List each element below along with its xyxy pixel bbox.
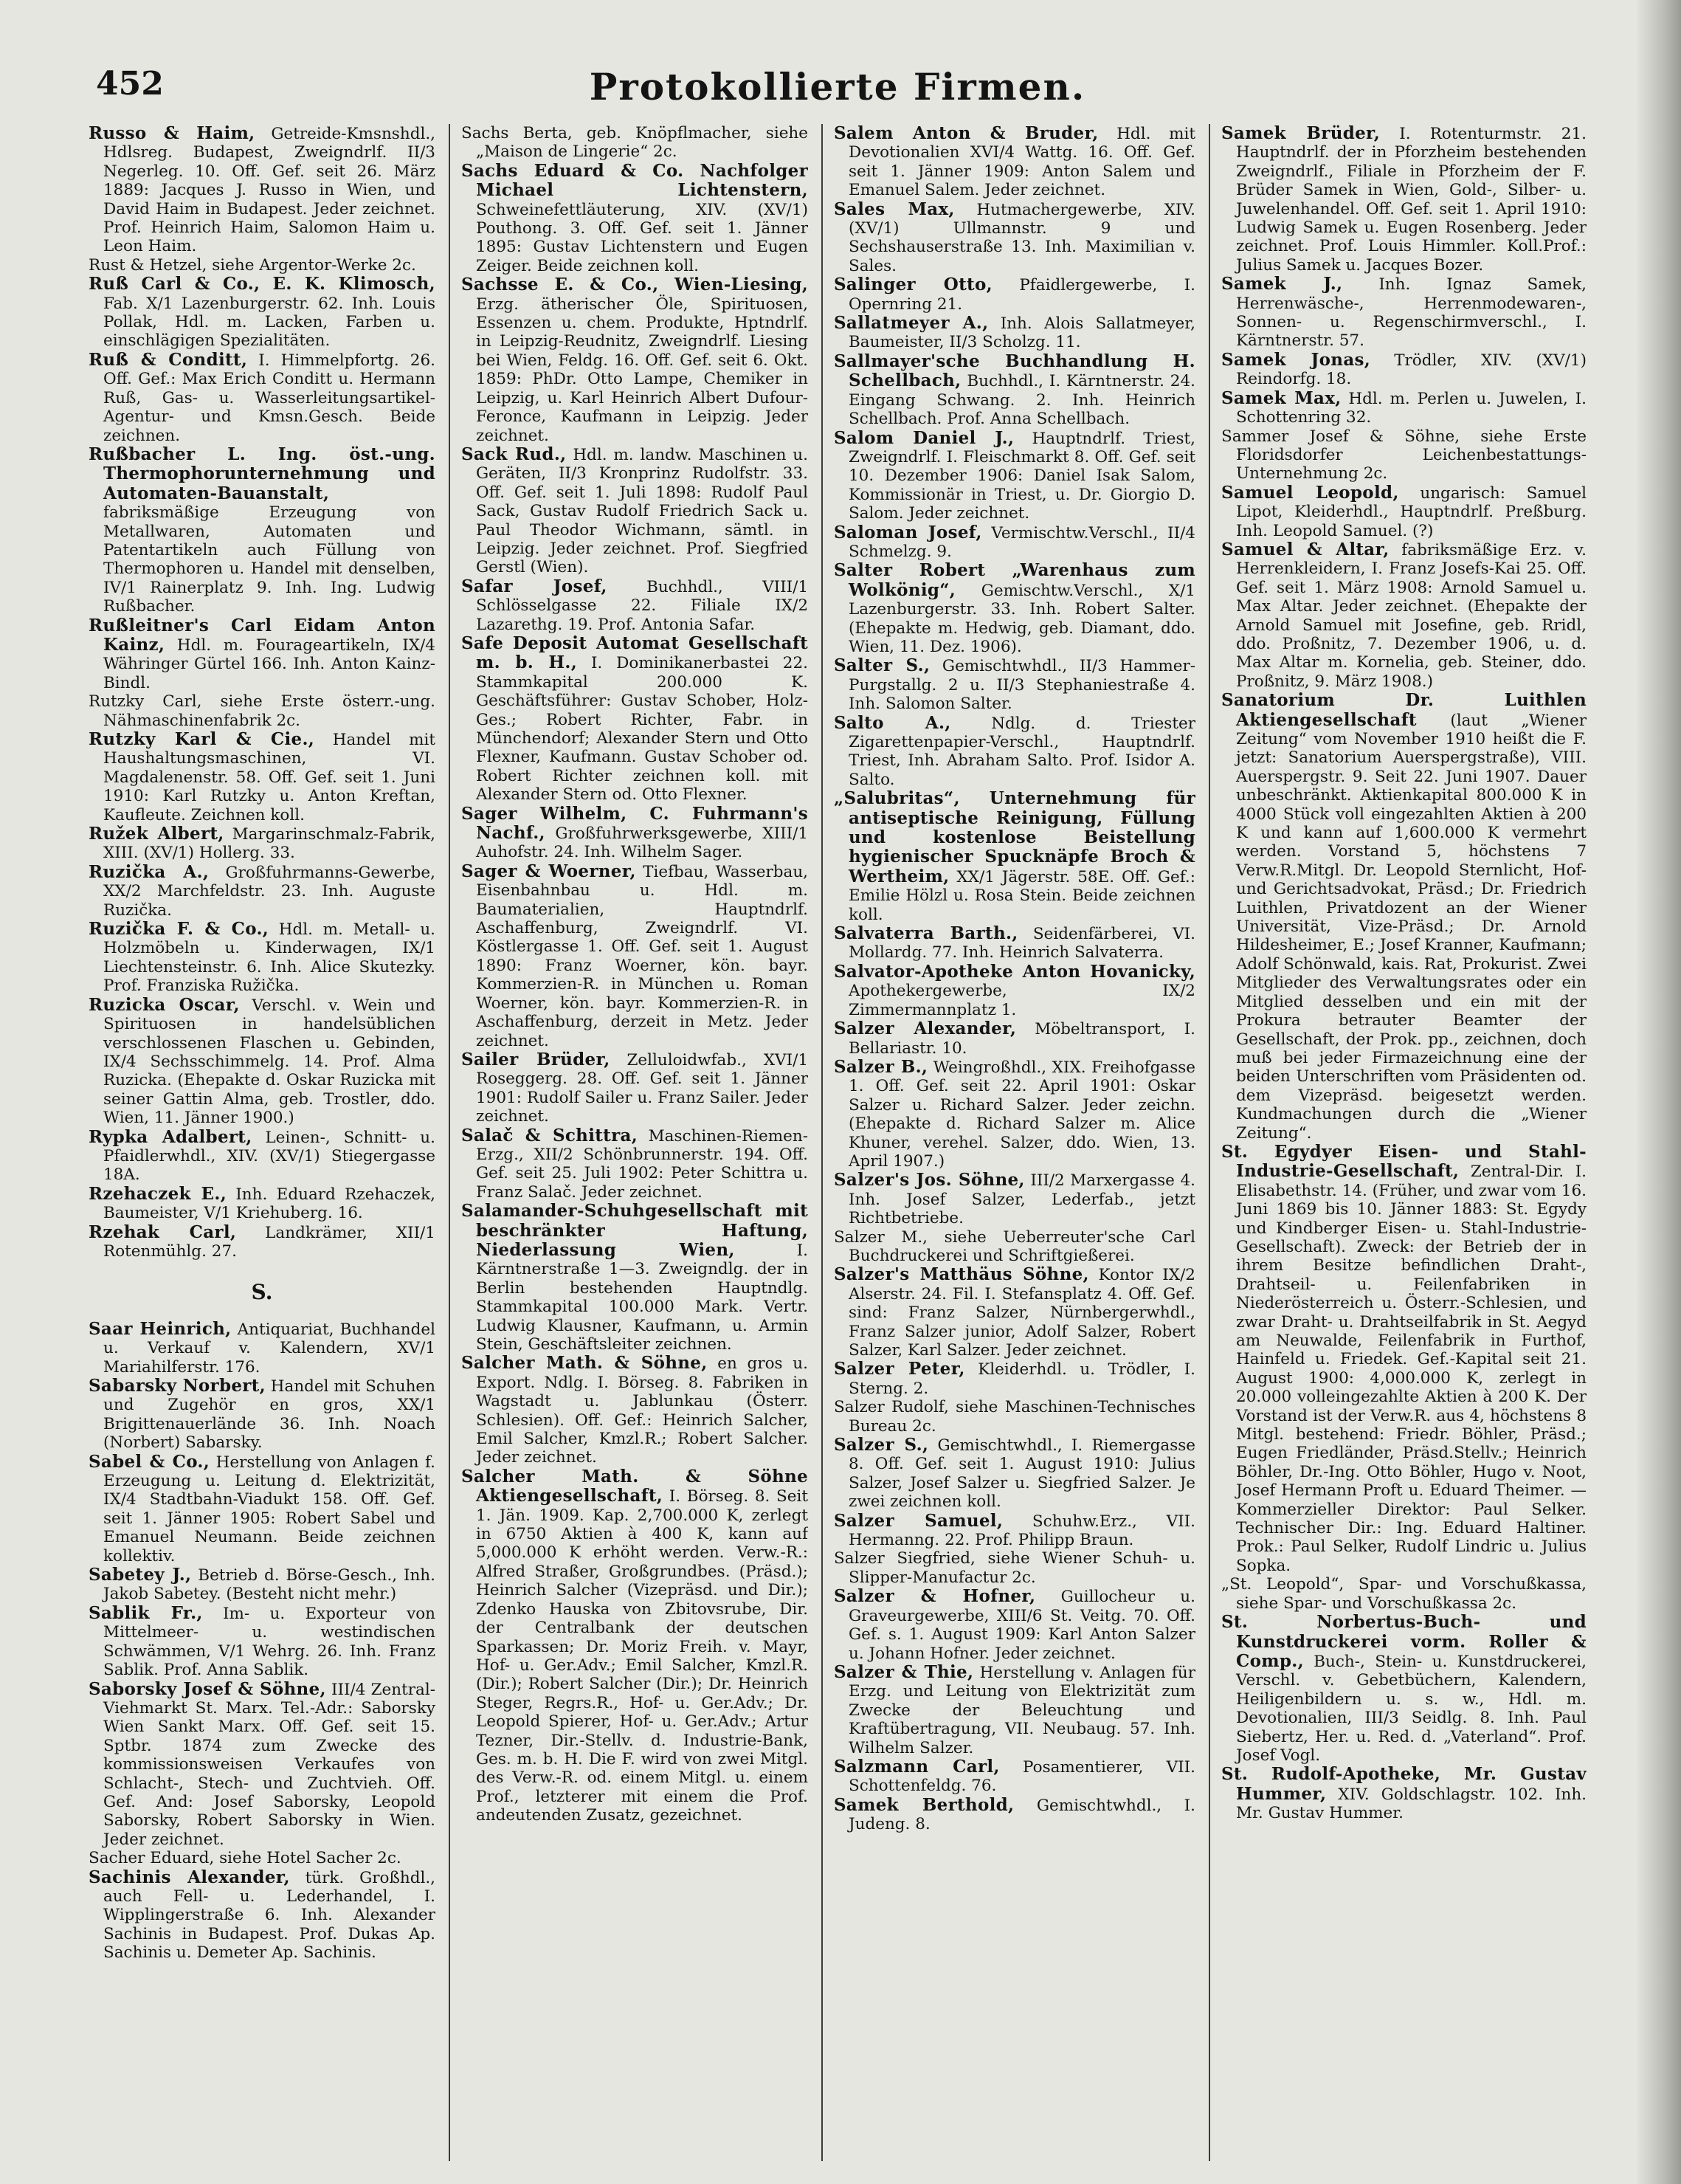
firm-name: Salzmann Carl, [834,1756,1000,1777]
firm-details: Hdl. m. Fourageartikeln, IX/4 Währinger Gürtel 166. Inh. Anton Kainz-Bindl. [103,635,435,692]
firm-entry [834,200,1195,276]
firm-entry [834,1663,1195,1757]
firm-details: Inh. Alois Sallatmeyer, Baumeister, II/3 Scholzg. 11. [849,314,1195,352]
firm-details: türk. Großhdl., auch Fell- u. Lederhandel, I. Wipplingerstraße 6. Inh. Alexander Sachinis in Budapest. Prof. Dukas Ap. Sachinis u. Demeter Ap. Sachinis. [103,1868,435,1963]
firm-details: Salzer M., siehe Ueberreuter'sche Carl Buchdruckerei und Schriftgießerei. [834,1227,1195,1265]
firm-details: Schweinefettläuterung, XIV. (XV/1) Pouthong. 3. Off. Gef. seit 1. Jänner 1895: Gustav Lichtenstern und Eugen Zeiger. Beide zeichnen koll. [476,200,808,275]
firm-entry [834,789,1195,924]
firm-details: Hutmachergewerbe, XIV. (XV/1) Ullmannstr. 9 und Sechshauserstraße 13. Inh. Maximilian v. Sales. [849,200,1195,275]
firm-name: Samuel Leopold, [1221,482,1399,503]
firm-details: ungarisch: Samuel Lipot, Kleiderhdl., Hauptndrlf. Preßburg. Inh. Leopold Samuel. (?) [1236,483,1587,540]
firm-entry [834,1398,1195,1436]
firm-details: Herstellung von Anlagen f. Erzeugung u. Leitung d. Elektrizität, IX/4 Stadtbahn-Viadukt 158. Off. Gef. seit 1. Jänner 1905: Robert Sabel und Emanuel Neumann. Beide zeichnen kollektiv. [103,1453,435,1565]
firm-name: Sablik Fr., [89,1602,203,1623]
firm-details: Erzg. ätherischer Öle, Spirituosen, Essenzen u. chem. Produkte, Hptndrlf. in Leipzig-Reudnitz, Zweigndrlf. Liesing bei Wien, Feldg. 16. Off. Gef. seit 6. Okt. 1859: PhDr. Otto Lampe, Chemiker in Leipzig, u. Karl Heinrich Albert Dufour-Feronce, Kaufmann in Leipzig. Jeder zeichnet. [476,294,808,445]
firm-entry [1221,351,1587,389]
firm-name: Salem Anton & Bruder, [834,124,1099,143]
column-1 [89,124,435,2161]
firm-name: Sabarsky Norbert, [89,1376,266,1396]
firm-name: Salinger Otto, [834,275,993,295]
firm-name: Rzehaczek E., [89,1183,227,1204]
firm-entry [834,275,1195,314]
firm-details: Buchhdl., I. Kärntnerstr. 24. Eingang Schwang. 2. Inh. Heinrich Schellbach. Prof. Anna Schellbach. [849,372,1195,429]
firm-details: Kleiderhdl. u. Trödler, I. Sterng. 2. [849,1360,1195,1398]
firm-details: III/4 Zentral-Viehmarkt St. Marx. Tel.-Adr.: Saborsky Wien Sankt Marx. Off. Gef. seit 15. Sptbr. 1874 zum Zwecke des kommissionsweisen Verkaufes von Schlacht-, Stech- und Zuchtvieh. Off. Gef. And: Josef Saborsky, Leopold Saborsky, Robert Saborsky in Wien. Jeder zeichnet. [103,1680,435,1849]
firm-details: Möbeltransport, I. Bellariastr. 10. [849,1020,1195,1058]
firm-entry [89,1320,435,1377]
firm-entry [834,523,1195,562]
firm-entry [1221,483,1587,540]
firm-entry [834,1171,1195,1227]
firm-details: Gemischtwhdl., II/3 Hammer-Purgstallg. 2 u. II/3 Stephaniestraße 4. Inh. Salomon Salter. [849,657,1195,714]
firm-entry [834,1228,1195,1266]
column-2 [461,124,808,2161]
firm-entry [834,1019,1195,1058]
firm-details: fabriksmäßige Erzeugung von Metallwaren, Automaten und Patentartikeln auch Füllung von Thermophoren u. Handel mit denselben, IV/1 Rainerplatz 9. Inh. Ing. Ludwig Rußbacher. [103,503,435,616]
firm-entry [834,314,1195,352]
firm-name: St. Rudolf-Apotheke, Mr. Gustav Hummer, [1221,1764,1587,1804]
firm-details: Hdl. m. Metall- u. Holzmöbeln u. Kinderwagen, IX/1 Liechtensteinstr. 6. Inh. Alice Skutezky. Prof. Franziska Ružička. [103,920,435,996]
firm-details: I. Rotenturmstr. 21. Hauptndrlf. der in Pforzheim bestehenden Zweigndrlf., Filiale in Pforzheim der F. Brüder Samek in Wien, Gold-, Silber- u. Juwelenhandel. Off. Gef. seit 1. April 1910: Ludwig Samek u. Eugen Rosenberg. Jeder zeichnet. Prof. Louis Himmler. Koll.Prof.: Julius Samek u. Jacques Bozer. [1236,125,1587,275]
firm-details: Buchhdl., VIII/1 Schlösselgasse 22. Filiale IX/2 Lazarethg. 19. Prof. Antonia Safar. [476,577,808,634]
firm-entry [834,924,1195,962]
firm-name: Salzer S., [834,1435,929,1456]
firm-details: Sammer Josef & Söhne, siehe Erste Floridsdorfer Leichenbestattungs-Unternehmung 2c. [1221,427,1587,483]
firm-name: Salzer B., [834,1056,928,1077]
firm-details: Salzer Rudolf, siehe Maschinen-Technisches Bureau 2c. [834,1398,1195,1436]
firm-entry [1221,275,1587,351]
firm-details: I. Himmelpfortg. 26. Off. Gef.: Max Erich Conditt u. Hermann Ruß, Gas- u. Wasserleitungsartikel-Agentur- und Kmsn.Gesch. Beide zeichnen. [103,351,435,445]
page-title: Protokollierte Firmen. [589,65,1086,108]
firm-entry [89,1868,435,1963]
firm-details: Rutzky Carl, siehe Erste österr.-ung. Nähmaschinenfabrik 2c. [89,692,435,730]
firm-entry [89,1565,435,1604]
firm-details: Inh. Eduard Rzehaczek, Baumeister, V/1 Kriehuberg. 16. [103,1185,435,1223]
firm-name: Salto A., [834,712,951,733]
firm-name: Salcher Math. & Söhne Aktiengesellschaft, [461,1466,808,1506]
firm-name: Salcher Math. & Söhne, [461,1353,708,1374]
firm-name: Sachsse E. & Co., Wien-Liesing, [461,275,808,295]
firm-entry [1221,1613,1587,1765]
firm-details: Weingroßhdl., XIX. Freihofgasse 1. Off. Gef. seit 22. April 1901: Oskar Salzer u. Richard Salzer. Jeder zeichn. (Ehepakte d. Richard Salzer m. Alice Khuner, verehel. Salzer, ddo. Wien, 13. April 1907.) [849,1058,1195,1171]
firm-details: Buch-, Stein- u. Kunstdruckerei, Verschl. v. Gebetbüchern, Kalendern, Heiligenbildern u. s. w., Hdl. m. Devotionalien, III/3 Seidlg. 8. Inh. Paul Siebertz, Her. u. Red. d. „Vaterland“. Prof. Josef Vogl. [1236,1652,1587,1765]
firm-entry [1221,427,1587,483]
firm-name: Sabel & Co., [89,1451,210,1472]
firm-name: Salamander-Schuhgesellschaft mit beschränkter Haftung, Niederlassung Wien, [461,1201,808,1260]
firm-name: Russo & Haim, [89,124,255,143]
firm-details: Ndlg. d. Triester Zigarettenpapier-Verschl., Hauptndrlf. Triest, Inh. Abraham Salto. Prof. Isidor A. Salto. [849,714,1195,789]
firm-details: (laut „Wiener Zeitung“ vom November 1910 heißt die F. jetzt: Sanatorium Auerspergstraße), VIII. Auerspergstr. 9. Seit 22. Juni 1907. Dauer unbeschränkt. Aktienkapital 800.000 K in 4000 Stück voll eingezahlten Aktien à 200 K und kann auf 1,600.000 K vermehrt werden. Vorstand 5, höchstens 7 Verw.R.Mitgl. Dr. Leopold Sternlicht, Hof- und Gerichtsadvokat, Präsd.; Dr. Friedrich Luithlen, Privatdozent an der Wiener Universität, Vize-Präsd.; Dr. Arnold Hildesheimer, E.; Josef Kranner, Kaufmann; Adolf Schönwald, kais. Rat, Prokurist. Zwei Mitglieder des Verwaltungsrates oder ein Mitglied desselben und ein mit der Prokura betrauter Beamter der Gesellschaft, der Prok. pp., zeichnen, doch muß bei jeder Firmazeichnung eine der beiden Unterschriften vom Präsidenten od. dem Vizepräsd. beigesetzt werden. Kundmachungen durch die „Wiener Zeitung“. [1236,711,1587,1143]
firm-name: Sabetey J., [89,1565,192,1585]
firm-details: Vermischtw.Verschl., II/4 Schmelzg. 9. [849,523,1195,561]
page-header [96,65,1579,124]
firm-name: Rzehak Carl, [89,1222,237,1242]
firm-entry [1221,389,1587,427]
firm-entry [834,561,1195,656]
firm-details: Gemischtwhdl., I. Riemergasse 8. Off. Gef. seit 1. August 1910: Julius Salzer, Josef Salzer u. Siegfried Salzer. Je zwei zeichnen koll. [849,1436,1195,1512]
firm-details: Schuhw.Erz., VII. Hermanng. 22. Prof. Philipp Braun. [849,1512,1195,1550]
firm-entry [1221,1143,1587,1575]
firm-entry [834,714,1195,790]
firm-name: „Salubritas“, Unternehmung für antiseptische Reinigung, Füllung und kostenlose Beistellung hygienischer Spucknäpfe Broch & Wertheim, [834,788,1195,886]
firm-entry [461,124,808,162]
firm-entry [834,352,1195,429]
firm-details: Gemischtw.Verschl., X/1 Lazenburgerstr. 33. Inh. Robert Salter. (Ehepakte m. Hedwig, geb. Diamant, ddo. Wien, 11. Dez. 1906). [849,581,1195,656]
firm-entry [834,1549,1195,1587]
firm-details: Großfuhrwerksgewerbe, XIII/1 Auhofstr. 24. Inh. Wilhelm Sager. [476,824,808,862]
firm-details: Antiquariat, Buchhandel u. Verkauf v. Kalendern, XV/1 Mariahilferstr. 176. [103,1320,435,1377]
firm-name: Salter S., [834,655,931,676]
firm-entry [89,1223,435,1261]
firm-entry [461,162,808,275]
firm-entry [89,1185,435,1223]
firm-details: I. Börseg. 8. Seit 1. Jän. 1909. Kap. 2,700.000 K, zerlegt in 6750 Aktien à 400 K, kann auf 5,000.000 K erhöht werden. Verw.-R.: Alfred Straßer, Großgrundbes. (Präsd.); Heinrich Salcher (Vizepräsd. und Dir.); Zdenko Hauska von Zbitovsrube, Dir. der Centralbank der deutschen Sparkassen; Dr. Moriz Freih. v. Mayr, Hof- u. Ger.Adv.; Emil Salcher, Kmzl.R. (Dir.); Robert Salcher (Dir.); Dr. Heinrich Steger, Regrs.R., Hof- u. Ger.Adv.; Dr. Leopold Spierer, Hof- u. Ger.Adv.; Artur Tezner, Dir.-Stellv. d. Industrie-Bank, Ges. m. b. H. Die F. wird von zwei Mitgl. des Verw.-R. od. einem Mitgl. u. einem Prof., letzterer mit einem die Prof. andeutenden Zusatz, gezeichnet. [476,1487,808,1825]
firm-entry [834,656,1195,713]
firm-name: Safe Deposit Automat Gesellschaft m. b. H., [461,633,808,673]
firm-details: Posamentierer, VII. Schottenfeldg. 76. [849,1757,1195,1796]
firm-name: Sales Max, [834,199,955,219]
firm-entry [89,692,435,730]
firm-entry [89,351,435,445]
firm-name: Salzer Peter, [834,1359,965,1379]
firm-entry [89,1849,435,1867]
firm-entry [1221,1765,1587,1822]
firm-details: Tiefbau, Wasserbau, Eisenbahnbau u. Hdl. m. Baumaterialien, Hauptndrlf. Aschaffenburg, Zweigndrlf. VI. Köstlergasse 1. Off. Gef. seit 1. August 1890: Franz Woerner, kön. bayr. Kommerzien-R. in München u. Roman Woerner, kön. bayr. Kommerzien-R. in Aschaffenburg, derzeit in Metz. Jeder zeichnet. [476,862,808,1050]
firm-entry [834,1587,1195,1663]
firm-entry [89,445,435,616]
firm-name: Salzer Samuel, [834,1510,1004,1531]
firm-entry [834,1796,1195,1834]
firm-entry [461,577,808,634]
firm-details: Handel mit Schuhen und Zugehör en gros, XX/1 Brigittenauerlände 36. Inh. Noach (Norbert) Sabarsky. [103,1377,435,1453]
firm-details: Hdl. m. Perlen u. Juwelen, I. Schottenring 32. [1236,389,1587,427]
page-edge [1637,0,1681,2184]
firm-details: Betrieb d. Börse-Gesch., Inh. Jakob Sabetey. (Besteht nicht mehr.) [103,1566,435,1604]
firm-name: Rußleitner's Carl Eidam Anton Kainz, [89,615,435,655]
firm-entry [461,1467,808,1825]
firm-entry [89,1453,435,1565]
firm-name: Ruzička A., [89,861,210,882]
firm-entry [834,1512,1195,1550]
firm-details: fabriksmäßige Erz. v. Herrenkleidern, I. Franz Josefs-Kai 25. Off. Gef. seit 1. März 1908: Arnold Samuel u. Max Altar. Jeder zeichnet. (Ehepakte der Arnold Samuel mit Josefine, geb. Rridl, ddo. Proßnitz, 7. Dezember 1906, u. d. Max Altar m. Kornelia, geb. Steiner, ddo. Proßnitz, 9. März 1908.) [1236,540,1587,691]
firm-name: Samek J., [1221,274,1343,294]
firm-details: Seidenfärberei, VI. Mollardg. 77. Inh. Heinrich Salvaterra. [849,925,1195,962]
firm-name: Sallatmeyer A., [834,313,989,334]
firm-entry [89,920,435,996]
firm-entry [89,256,435,275]
firm-name: St. Norbertus-Buch- und Kunstdruckerei vorm. Roller & Comp., [1221,1612,1587,1671]
firm-entry [461,862,808,1050]
firm-details: Kontor IX/2 Alserstr. 24. Fil. I. Stefansplatz 4. Off. Gef. sind: Franz Salzer, Nürnbergerwhdl., Franz Salzer junior, Adolf Salzer, Robert Salzer, Karl Salzer. Jeder zeichnet. [849,1266,1195,1360]
firm-name: Salzer & Thie, [834,1661,974,1682]
firm-name: Safar Josef, [461,576,607,596]
firm-entry [461,1354,808,1467]
firm-details: Leinen-, Schnitt- u. Pfaidlerwhdl., XIV. (XV/1) Stiegergasse 18A. [103,1128,435,1185]
firm-name: St. Egydyer Eisen- und Stahl-Industrie-Gesellschaft, [1221,1141,1587,1182]
firm-details: Hdl. mit Devotionalien XVI/4 Wattg. 16. Off. Gef. seit 1. Jänner 1909: Anton Salem und Emanuel Salem. Jeder zeichnet. [849,125,1195,200]
firm-entry [461,805,808,862]
firm-name: Samek Max, [1221,387,1342,408]
firm-details: Zentral-Dir. I. Elisabethstr. 14. (Früher, und zwar vom 16. Juni 1869 bis 10. Jänner 1883: St. Egydy und Kindberger Eisen- u. Stahl-Industrie-Gesellschaft). Zweck: der Betrieb der in ihrem Besitze befindlichen Draht-, Drahtseil- u. Feilenfabriken in Niederösterreich u. Österr.-Schlesien, und zwar Draht- u. Drahtseilfabrik in St. Aegyd am Neuwalde, Feilenfabrik in Furthof, Hainfeld u. Friedek. Gef.-Kapital seit 21. August 1900: 4,000.000 K, zerlegt in 20.000 volleingezahlte Aktien à 200 K. Der Vorstand ist der Verw.R. aus 4, höchstens 8 Mitgl. bestehend: Friedr. Böhler, Präsd.; Eugen Friedländer, Präsd.Stellv.; Heinrich Böhler, Dr.-Ing. Otto Böhler, Hugo v. Noot, Josef Hermann Proft u. Eduard Theimer. — Kommerzieller Direktor: Paul Selker. Technischer Dir.: Ing. Eduard Haltiner. Prok.: Paul Selker, Rudolf Lindric u. Julius Sopka. [1236,1162,1587,1575]
firm-entry [89,1128,435,1185]
firm-details: Hdl. m. landw. Maschinen u. Geräten, II/3 Kronprinz Rudolfstr. 33. Off. Gef. seit 1. Juli 1898: Rudolf Paul Sack, Gustav Rudolf Friedrich Sack u. Paul Theodor Wichmann, sämtl. in Leipzig. Jeder zeichnet. Prof. Siegfried Gerstl (Wien). [476,445,808,577]
column-3 [834,124,1195,2161]
firm-details: Apothekergewerbe, IX/2 Zimmermannplatz 1. [849,982,1195,1019]
firm-entry [89,996,435,1128]
column-4 [1221,124,1587,2161]
firm-entry [89,1377,435,1453]
firm-name: Ruß & Conditt, [89,349,248,370]
firm-name: Salvator-Apotheke Anton Hovanicky, [834,961,1195,982]
firm-name: Sachs Eduard & Co. Nachfolger Michael Lichtenstern, [461,160,808,201]
firm-details: XX/1 Jägerstr. 58E. Off. Gef.: Emilie Hölzl u. Rosa Stein. Beide zeichnen koll. [849,867,1195,924]
firm-entry [89,1680,435,1850]
firm-entry [89,730,435,824]
firm-name: Rypka Adalbert, [89,1126,252,1147]
firm-name: Salom Daniel J., [834,427,1015,448]
firm-entry [834,124,1195,200]
firm-name: Salter Robert „Warenhaus zum Wolkönig“, [834,560,1195,600]
firm-entry [1221,124,1587,275]
firm-name: Saborsky Josef & Söhne, [89,1678,326,1699]
firm-name: Samek Brüder, [1221,124,1381,143]
firm-name: Rußbacher L. Ing. öst.-ung. Thermophorunternehmung und Automaten-Bauanstalt, [89,444,435,503]
firm-entry [89,824,435,863]
firm-entry [834,962,1195,1019]
firm-entry [89,275,435,351]
firm-details: Rust & Hetzel, siehe Argentor-Werke 2c. [89,255,416,275]
firm-name: Ruzicka Oscar, [89,994,240,1015]
firm-details: Zelluloidwfab., XVI/1 Roseggerg. 28. Off. Gef. seit 1. Jänner 1901: Rudolf Sailer u. Franz Sailer. Jeder zeichnet. [476,1050,808,1126]
firm-name: Sallmayer'sche Buchhandlung H. Schellbach, [834,351,1195,391]
firm-name: Saloman Josef, [834,522,982,542]
firm-name: Rutzky Karl & Cie., [89,729,315,749]
firm-details: Fab. X/1 Lazenburgerstr. 62. Inh. Louis Pollak, Hdl. m. Lacken, Farben u. einschlägigen Spezialitäten. [103,294,435,351]
firm-entry [89,124,435,256]
firm-name: Sager & Woerner, [461,861,636,881]
firm-entry [461,1126,808,1202]
firm-details: Inh. Ignaz Samek, Herrenwäsche-, Herrenmodewaren-, Sonnen- u. Regenschirmverschl., I. Kärntnerstr. 57. [1236,275,1587,351]
firm-entry [834,1058,1195,1171]
firm-details: Im- u. Exporteur von Mittelmeer- u. westindischen Schwämmen, V/1 Wehrg. 26. Inh. Franz Sablik. Prof. Anna Sablik. [103,1604,435,1680]
firm-name: Saar Heinrich, [89,1318,232,1339]
firm-entry [461,1202,808,1354]
firm-details: Pfaidlergewerbe, I. Opernring 21. [849,276,1195,314]
firm-entry [89,616,435,693]
firm-name: Ruzička F. & Co., [89,919,269,940]
firm-details: Trödler, XIV. (XV/1) Reindorfg. 18. [1236,351,1587,389]
firm-details: I. Dominikanerbastei 22. Stammkapital 200.000 K. Geschäftsführer: Gustav Schober, Holz-Ges.; Robert Richter, Fabr. in Münchendorf; Alexander Stern und Otto Flexner, Kaufmann. Gustav Schober od. Robert Richter zeichnen koll. mit Alexander Stern od. Otto Flexner. [476,654,808,805]
firm-entry [834,1757,1195,1796]
firm-details: XIV. Goldschlagstr. 102. Inh. Mr. Gustav Hummer. [1236,1785,1587,1823]
firm-name: Salvaterra Barth., [834,923,1018,944]
firm-details: I. Kärntnerstraße 1—3. Zweigndlg. der in Berlin bestehenden Hauptndlg. Stammkapital 100.000 Mark. Vertr. Ludwig Klausner, Kaufmann, u. Armin Stein, Geschäftsleiter zeichnen. [476,1241,808,1354]
firm-name: Samek Jonas, [1221,349,1371,370]
firm-details: Guillocheur u. Graveurgewerbe, XIII/6 St. Veitg. 70. Off. Gef. s. 1. August 1909: Karl Anton Salzer u. Johann Hofner. Jeder zeichnet. [849,1588,1195,1663]
firm-entry [461,445,808,577]
firm-name: Salzer & Hofner, [834,1586,1036,1607]
firm-details: Sacher Eduard, siehe Hotel Sacher 2c. [89,1849,401,1868]
firm-entry [461,634,808,805]
firm-entry [1221,691,1587,1143]
firm-name: Sager Wilhelm, C. Fuhrmann's Nachf., [461,803,808,844]
firm-entry [461,1050,808,1126]
page-number: 452 [96,65,164,103]
section-letter: S. [251,1280,273,1305]
firm-details: Herstellung v. Anlagen für Erzg. und Leitung von Elektrizität zum Zwecke der Beleuchtung und Kraftübertragung, VII. Neubaug. 57. Inh. Wilhelm Salzer. [849,1663,1195,1757]
columns-container [89,124,1594,2161]
firm-name: Salzer's Jos. Söhne, [834,1170,1025,1191]
column-divider [821,124,823,2161]
firm-details: „St. Leopold“, Spar- und Vorschußkassa, siehe Spar- und Vorschußkassa 2c. [1221,1575,1587,1613]
firm-name: Sanatorium Dr. Luithlen Aktiengesellschaft [1221,690,1587,730]
firm-name: Ružek Albert, [89,824,224,844]
firm-details: Großfuhrmanns-Gewerbe, XX/2 Marchfeldstr. 23. Inh. Auguste Ruzička. [103,863,435,920]
firm-details: III/2 Marxergasse 4. Inh. Josef Salzer, Lederfab., jetzt Richtbetriebe. [849,1171,1195,1228]
firm-details: Handel mit Haushaltungsmaschinen, VI. Magdalenenstr. 58. Off. Gef. seit 1. Juni 1910: Karl Rutzky u. Anton Kreftan, Kaufleute. Zeichnen koll. [103,731,435,824]
firm-entry [834,1265,1195,1360]
firm-entry [461,275,808,445]
firm-details: Gemischtwhdl., I. Judeng. 8. [849,1796,1195,1834]
firm-name: Salzer's Matthäus Söhne, [834,1264,1089,1285]
firm-name: Sailer Brüder, [461,1049,610,1069]
column-divider [449,124,450,2161]
firm-name: Salzer Alexander, [834,1019,1017,1039]
firm-entry [834,1360,1195,1398]
column-divider [1209,124,1210,2161]
firm-details: Hauptndrlf. Triest, Zweigndrlf. I. Fleischmarkt 8. Off. Gef. seit 10. Dezember 1906: Daniel Isak Salom, Kommissionär in Triest, u. Dr. Giorgio D. Salom. Jeder zeichnet. [849,429,1195,523]
firm-name: Ruß Carl & Co., E. K. Klimosch, [89,274,435,294]
firm-entry [834,429,1195,523]
firm-entry [834,1436,1195,1512]
firm-name: Sack Rud., [461,444,567,464]
firm-entry [1221,1575,1587,1613]
firm-details: en gros u. Export. Ndlg. I. Börseg. 8. Fabriken in Wagstadt u. Jablunkau (Österr. Schlesien). Off. Gef.: Heinrich Salcher, Emil Salcher, Kmzl.R.; Robert Salcher. Jeder zeichnet. [476,1354,808,1467]
firm-entry [89,863,435,920]
firm-name: Sachinis Alexander, [89,1867,290,1887]
firm-details: Margarinschmalz-Fabrik, XIII. (XV/1) Hollerg. 33. [103,825,435,863]
firm-details: Landkrämer, XII/1 Rotenmühlg. 27. [103,1223,435,1261]
firm-name: Samek Berthold, [834,1794,1015,1815]
firm-details: Verschl. v. Wein und Spirituosen in handelsüblichen verschlossenen Flaschen u. Gebinden, IX/4 Sechsschimmelg. 14. Prof. Alma Ruzicka. (Ehepakte d. Oskar Ruzicka mit seiner Gattin Alma, geb. Trostler, ddo. Wien, 11. Jänner 1900.) [103,996,435,1128]
firm-name: Salač & Schittra, [461,1125,638,1146]
firm-details: Sachs Berta, geb. Knöpflmacher, siehe „Maison de Lingerie“ 2c. [461,124,808,162]
firm-entry [89,1604,435,1680]
firm-details: Maschinen-Riemen-Erzg., XII/2 Schönbrunnerstr. 194. Off. Gef. seit 25. Juli 1902: Peter Schittra u. Franz Salač. Jeder zeichnet. [476,1126,808,1202]
firm-details: Salzer Siegfried, siehe Wiener Schuh- u. Slipper-Manufactur 2c. [834,1549,1195,1587]
firm-entry [1221,540,1587,691]
firm-details: Getreide-Kmsnshdl., Hdlsreg. Budapest, Zweigndrlf. II/3 Negerleg. 10. Off. Gef. seit 26. März 1889: Jacques J. Russo in Wien, und David Haim in Budapest. Jeder zeichnet. Prof. Heinrich Haim, Salomon Haim u. Leon Haim. [103,125,435,256]
firm-name: Samuel & Altar, [1221,539,1390,559]
